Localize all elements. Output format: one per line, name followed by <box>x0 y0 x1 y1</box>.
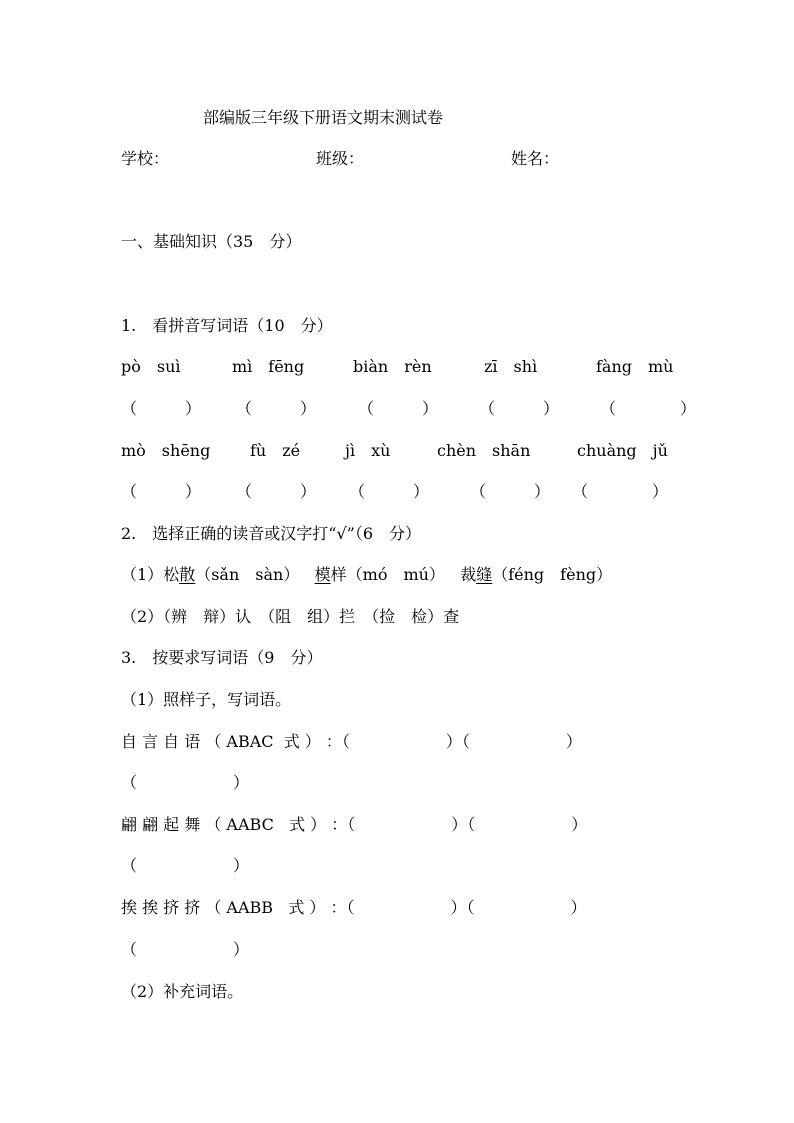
pinyin-item: fàng mù <box>596 357 674 376</box>
underlined-char: 模 <box>314 565 331 584</box>
answer-blank: （ ） <box>358 399 439 418</box>
answer-blank: （ ） <box>121 399 202 418</box>
subquestion-2: （2）补充词语。 <box>121 982 244 1001</box>
pinyin-item: chuàng jǔ <box>577 441 668 460</box>
pattern-line: 自 言 自 语 （ ABAC 式 ） ：（ ）（ ） <box>121 732 582 751</box>
answer-blank: （ ） <box>236 482 317 501</box>
pattern-line-cont: （ ） <box>121 773 250 792</box>
pattern-line: 挨 挨 挤 挤 （ AABB 式 ） ：（ ）（ ） <box>121 898 587 917</box>
answer-blank: （ ） <box>236 399 317 418</box>
underlined-char: 缝 <box>476 565 493 584</box>
answer-blank: （ ） <box>572 482 669 501</box>
pinyin-item: chèn shān <box>437 441 531 460</box>
answer-blank: （ ） <box>470 482 551 501</box>
question-2-item-1 <box>121 564 612 586</box>
option-text: （mó mú） <box>346 565 445 584</box>
pinyin-item: pò suì <box>121 357 181 376</box>
school-label: 学校： <box>121 149 170 168</box>
option-text: （sǎn sàn） <box>195 565 300 584</box>
question-1-heading: 1. 看拼音写词语（10 分） <box>121 316 333 335</box>
pinyin-item: jì xù <box>345 441 391 460</box>
subquestion-1: （1）照样子，写词语。 <box>121 690 292 709</box>
pattern-line: 翩 翩 起 舞 （ AABC 式 ） ：（ ）（ ） <box>121 815 588 834</box>
question-2-heading: 2. 选择正确的读音或汉字打“√”（6 分） <box>121 524 422 543</box>
answer-blank: （ ） <box>479 399 560 418</box>
pinyin-item: mì fēng <box>232 357 305 376</box>
answer-blank: （ ） <box>349 482 430 501</box>
page-title: 部编版三年级下册语文期末测试卷 <box>203 108 444 127</box>
pinyin-item: fù zé <box>250 441 301 460</box>
word-text: 样 <box>330 565 347 584</box>
word-text: 松 <box>163 565 180 584</box>
answer-blank: （ ） <box>121 482 202 501</box>
question-2-item-2: （2）（辨 辩）认 （阻 组）拦 （捡 检）查 <box>121 607 460 626</box>
question-3-heading: 3. 按要求写词语（9 分） <box>121 648 323 667</box>
pinyin-item: mò shēng <box>121 441 211 460</box>
pattern-line-cont: （ ） <box>121 940 250 959</box>
pinyin-item: biàn rèn <box>353 357 432 376</box>
pinyin-item: zī shì <box>484 357 538 376</box>
section-heading: 一、基础知识（35 分） <box>121 232 302 251</box>
pattern-line-cont: （ ） <box>121 856 250 875</box>
name-label: 姓名： <box>511 149 560 168</box>
word-text: 裁 <box>460 565 477 584</box>
answer-blank: （ ） <box>600 399 697 418</box>
class-label: 班级： <box>316 149 365 168</box>
item-number: （1） <box>121 565 164 584</box>
option-text: （féng fèng） <box>492 565 613 584</box>
underlined-char: 散 <box>179 565 196 584</box>
